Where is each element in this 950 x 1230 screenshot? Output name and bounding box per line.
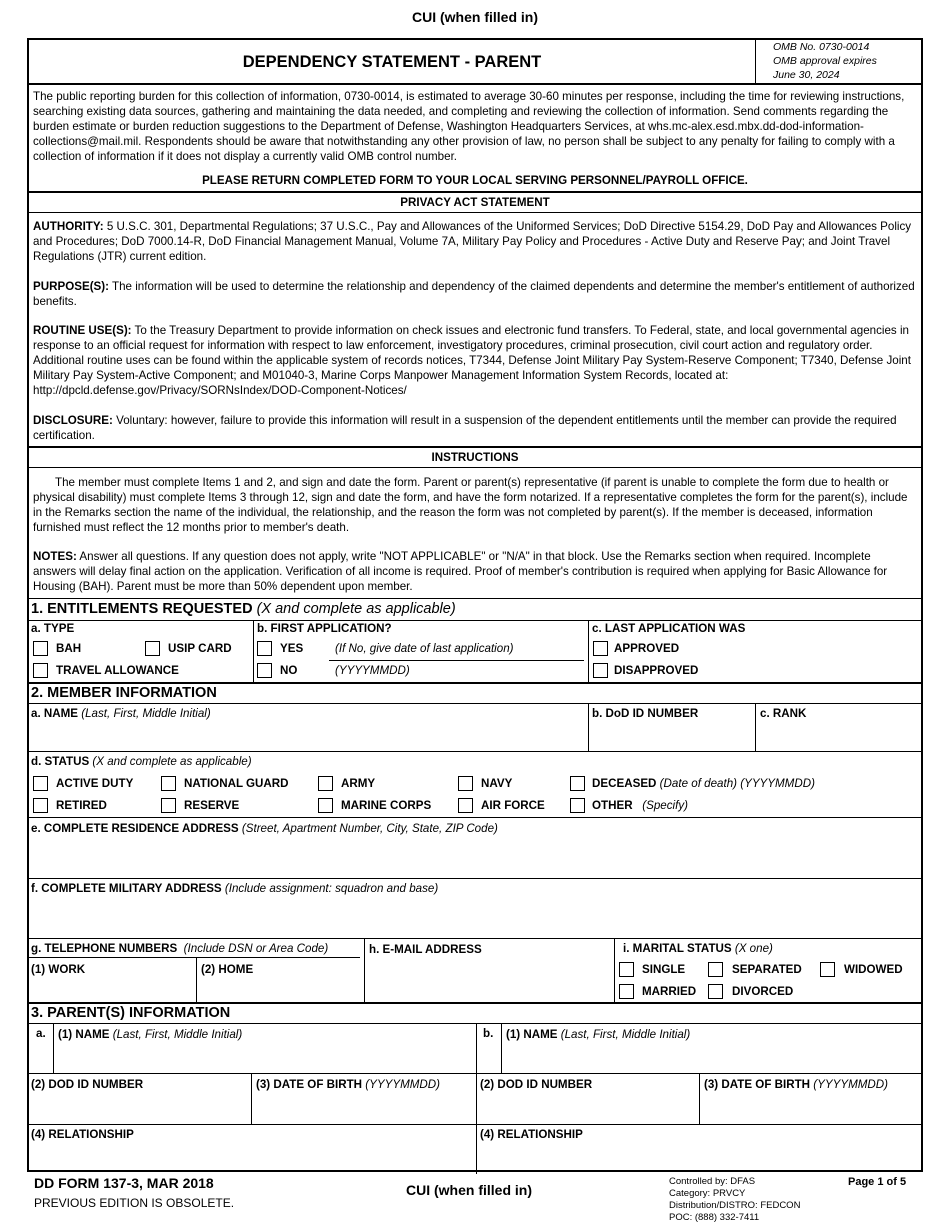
authority-text: AUTHORITY: 5 U.S.C. 301, Departmental Regulations; 37 U.S.C., Pay and Allowances of the Uniformed Services; DoD Directive 5154.29, DoD Pay and Allowances Policy and Procedures; DoD 7000.14-R, DoD Financial Management Manual, Volume 7A, Military Pay Policy and Procedures - Active Duty and Reserve Pay; and Joint Travel Regulations (JTR) current edition.	[33, 220, 912, 263]
parent-a-dod-id-label: (2) DOD ID NUMBER	[31, 1078, 144, 1091]
marital-status-label: i. MARITAL STATUS (X one)	[623, 942, 773, 955]
parent-a-relationship-label: (4) RELATIONSHIP	[31, 1128, 134, 1141]
military-address-label: f. COMPLETE MILITARY ADDRESS (Include assignment: squadron and base)	[31, 882, 439, 895]
omb-approval: OMB approval expires	[773, 55, 877, 67]
status-label: d. STATUS (X and complete as applicable)	[31, 755, 252, 768]
parent-b-relationship-label: (4) RELATIONSHIP	[480, 1128, 583, 1141]
purpose-text: PURPOSE(S): The information will be used to determine the relationship and dependency of the claimed dependents and determine the member's entitlement of authorized benefits.	[33, 280, 915, 308]
parent-a-name-label: (1) NAME (Last, First, Middle Initial)	[58, 1028, 243, 1041]
marine-corps-checkbox[interactable]	[318, 798, 333, 813]
widowed-label: WIDOWED	[844, 963, 903, 976]
work-phone-label: (1) WORK	[31, 963, 86, 976]
military-address-input[interactable]	[31, 897, 921, 937]
parent-a-marker: a.	[36, 1027, 46, 1040]
cui-header: CUI (when filled in)	[412, 9, 538, 25]
section-2-title: 2. MEMBER INFORMATION	[31, 685, 217, 701]
parent-b-dod-id-input[interactable]	[479, 1093, 695, 1122]
usip-card-checkbox[interactable]	[145, 641, 160, 656]
parent-b-relationship-input[interactable]	[479, 1143, 921, 1172]
member-rank-input[interactable]	[759, 722, 921, 750]
parent-b-marker: b.	[483, 1027, 494, 1040]
parent-a-dod-id-input[interactable]	[31, 1093, 247, 1122]
disapproved-label: DISAPPROVED	[614, 664, 699, 677]
deceased-checkbox[interactable]	[570, 776, 585, 791]
routine-uses-text: ROUTINE USE(S): To the Treasury Department to provide information on check issues and electronic fund transfers. To Federal, state, and local governmental agencies in response to an official request for information with respect to law enforcement, investigatory procedures, criminal prosecution, civil court action and regulatory order. Additional routine uses can be found within the applicable system of records notices, T7344, Defense Joint Military Pay System-Reserve Component; T7340, Defense Joint Military Pay System-Active Component; and M01040-3, Marine Corps Manpower Management Information System Records, located at: http://dpcld.defense.gov/Privacy/SORNsIndex/DOD-Component-Notices/	[33, 324, 911, 397]
married-label: MARRIED	[642, 985, 697, 998]
yes-label: YES	[280, 642, 304, 655]
divorced-checkbox[interactable]	[708, 984, 723, 999]
instructions-body: The member must complete Items 1 and 2, and sign and date the form. Parent or parent(s) representative (if parent is unable to complete the form due to health or physical disability) must complete Items 3 through 12, sign and date the form, and have the form notarized. If a representative completes the form for the parent(s), include in the Remarks section the name of the individual, the relationship, and the reason the form was not completed by parent(s). If the member is deceased, information furnished must reflect the 12 months prior to member's death.	[33, 476, 908, 534]
parent-a-dob-input[interactable]	[255, 1093, 473, 1122]
form-page	[27, 38, 923, 1172]
section-3-title: 3. PARENT(S) INFORMATION	[31, 1005, 231, 1021]
parent-b-dod-id-label: (2) DOD ID NUMBER	[480, 1078, 593, 1091]
email-label: h. E-MAIL ADDRESS	[369, 943, 482, 956]
single-label: SINGLE	[642, 963, 686, 976]
poc: POC: (888) 332-7411	[669, 1212, 760, 1223]
page-number: Page 1 of 5	[848, 1176, 907, 1188]
parent-a-relationship-input[interactable]	[31, 1143, 473, 1172]
national-guard-label: NATIONAL GUARD	[184, 777, 289, 790]
parent-b-dob-input[interactable]	[703, 1093, 921, 1122]
single-checkbox[interactable]	[619, 962, 634, 977]
approved-label: APPROVED	[614, 642, 680, 655]
member-name-input[interactable]	[31, 722, 585, 750]
army-checkbox[interactable]	[318, 776, 333, 791]
work-phone-input[interactable]	[31, 978, 193, 1000]
member-rank-label: c. RANK	[760, 707, 807, 720]
obsolete-notice: PREVIOUS EDITION IS OBSOLETE.	[34, 1196, 235, 1210]
omb-number: OMB No. 0730-0014	[773, 41, 870, 53]
distribution: Distribution/DISTRO: FEDCON	[669, 1200, 801, 1211]
disapproved-checkbox[interactable]	[593, 663, 608, 678]
notes-text: NOTES: Answer all questions. If any question does not apply, write "NOT APPLICABLE" or "N/A" in that block. Use the Remarks section when required. Incomplete answers will delay final action on the application. Verification of all income is required. Proof of member's contribution is required when applying for Basic Allowance for Housing (BAH). Parent must be more than 50% dependent upon member.	[33, 550, 888, 593]
reserve-label: RESERVE	[184, 799, 240, 812]
category: Category: PRVCY	[669, 1188, 746, 1199]
deceased-label: DECEASED (Date of death) (YYYYMMDD)	[592, 777, 815, 790]
form-id: DD FORM 137-3, MAR 2018	[34, 1175, 214, 1191]
residence-address-input[interactable]	[31, 837, 921, 877]
yes-note: (If No, give date of last application)	[335, 642, 514, 655]
separated-label: SEPARATED	[732, 963, 802, 976]
bah-label: BAH	[56, 642, 82, 655]
type-label: a. TYPE	[31, 622, 75, 635]
first-application-label: b. FIRST APPLICATION?	[257, 622, 392, 635]
telephone-label: g. TELEPHONE NUMBERS (Include DSN or Area Code)	[31, 942, 329, 955]
divorced-label: DIVORCED	[732, 985, 794, 998]
retired-checkbox[interactable]	[33, 798, 48, 813]
email-input[interactable]	[367, 958, 611, 1000]
married-checkbox[interactable]	[619, 984, 634, 999]
home-phone-label: (2) HOME	[201, 963, 254, 976]
bah-checkbox[interactable]	[33, 641, 48, 656]
parent-b-name-input[interactable]	[505, 1043, 921, 1071]
member-dod-id-input[interactable]	[591, 722, 753, 750]
section-1-title: 1. ENTITLEMENTS REQUESTED (X and complete as applicable)	[31, 601, 456, 617]
instructions-heading: INSTRUCTIONS	[431, 451, 519, 464]
home-phone-input[interactable]	[199, 978, 361, 1000]
parent-b-dob-label: (3) DATE OF BIRTH (YYYYMMDD)	[704, 1078, 888, 1091]
active-duty-label: ACTIVE DUTY	[56, 777, 134, 790]
cui-footer: CUI (when filled in)	[406, 1182, 532, 1198]
disclosure-text: DISCLOSURE: Voluntary: however, failure to provide this information will result in a suspension of the dependent entitlements until the member can provide the required certification.	[33, 414, 897, 442]
no-label: NO	[280, 664, 298, 677]
burden-statement: The public reporting burden for this collection of information, 0730-0014, is estimated to average 30-60 minutes per response, including the time for reviewing instructions, searching existing data sources, gathering and maintaining the data needed, and completing and reviewing the collection of information. Send comments regarding the burden estimate or burden reduction suggestions to the Department of Defense, Washington Headquarters Services, at whs.mc-alex.esd.mbx.dd-dod-information-collections@mail.mil. Respondents should be aware that notwithstanding any other provision of law, no person shall be subject to any penalty for failing to comply with a collection of information if it does not display a currently valid OMB control number.	[33, 90, 905, 163]
other-status-label: OTHER (Specify)	[592, 799, 688, 812]
widowed-checkbox[interactable]	[820, 962, 835, 977]
last-application-date-input[interactable]	[329, 660, 584, 680]
first-application-no-checkbox[interactable]	[257, 663, 272, 678]
navy-label: NAVY	[481, 777, 513, 790]
privacy-heading: PRIVACY ACT STATEMENT	[400, 196, 550, 209]
omb-date: June 30, 2024	[773, 69, 840, 81]
residence-address-label: e. COMPLETE RESIDENCE ADDRESS (Street, Apartment Number, City, State, ZIP Code)	[31, 822, 498, 835]
parent-b-name-label: (1) NAME (Last, First, Middle Initial)	[506, 1028, 691, 1041]
approved-checkbox[interactable]	[593, 641, 608, 656]
navy-checkbox[interactable]	[458, 776, 473, 791]
last-application-date-format: (YYYYMMDD)	[335, 664, 410, 677]
form-title: DEPENDENCY STATEMENT - PARENT	[242, 53, 542, 71]
retired-label: RETIRED	[56, 799, 107, 812]
usip-card-label: USIP CARD	[168, 642, 232, 655]
parent-a-name-input[interactable]	[57, 1043, 473, 1071]
member-dod-id-label: b. DoD ID NUMBER	[592, 707, 699, 720]
separated-checkbox[interactable]	[708, 962, 723, 977]
last-application-label: c. LAST APPLICATION WAS	[592, 622, 746, 635]
controlled-by: Controlled by: DFAS	[669, 1176, 756, 1187]
member-name-label: a. NAME (Last, First, Middle Initial)	[31, 707, 211, 720]
reserve-checkbox[interactable]	[161, 798, 176, 813]
other-status-checkbox[interactable]	[570, 798, 585, 813]
national-guard-checkbox[interactable]	[161, 776, 176, 791]
marine-corps-label: MARINE CORPS	[341, 799, 432, 812]
travel-allowance-label: TRAVEL ALLOWANCE	[56, 664, 179, 677]
parent-a-dob-label: (3) DATE OF BIRTH (YYYYMMDD)	[256, 1078, 440, 1091]
army-label: ARMY	[341, 777, 376, 790]
air-force-checkbox[interactable]	[458, 798, 473, 813]
air-force-label: AIR FORCE	[481, 799, 545, 812]
travel-allowance-checkbox[interactable]	[33, 663, 48, 678]
first-application-yes-checkbox[interactable]	[257, 641, 272, 656]
return-notice: PLEASE RETURN COMPLETED FORM TO YOUR LOCAL SERVING PERSONNEL/PAYROLL OFFICE.	[202, 174, 748, 187]
active-duty-checkbox[interactable]	[33, 776, 48, 791]
